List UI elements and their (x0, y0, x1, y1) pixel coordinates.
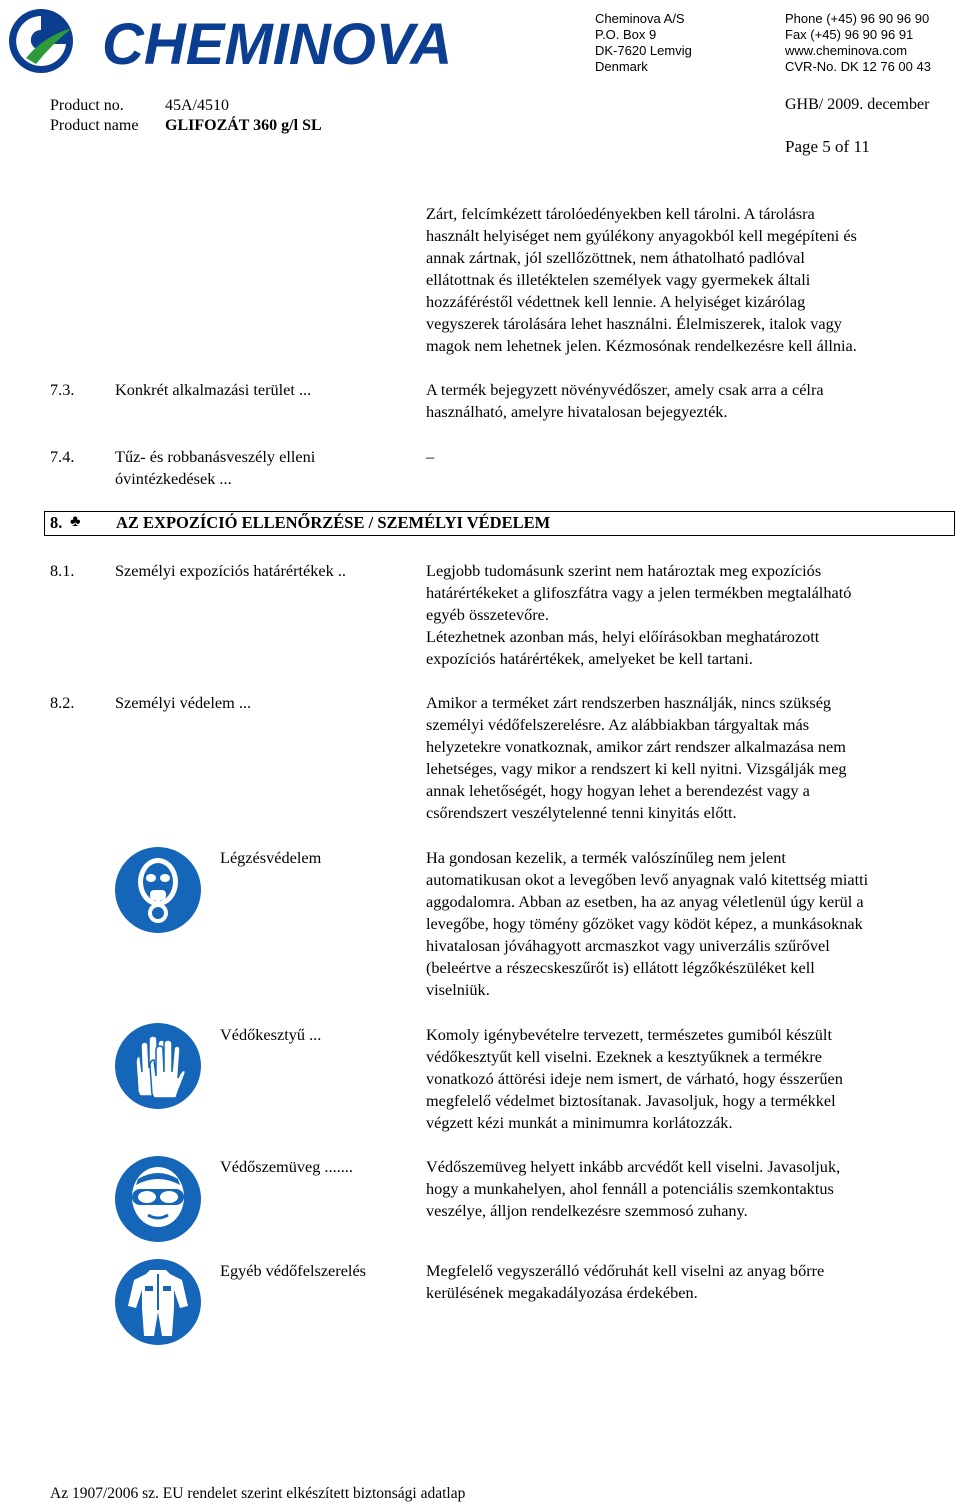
footer-text: Az 1907/2006 sz. EU rendelet szerint elkészített biztonsági adatlap (50, 1485, 466, 1502)
text-line: veszélye, álljon rendelkezésre szemmosó zuhany. (426, 1201, 748, 1220)
address-line: DK-7620 Lemvig (595, 43, 692, 58)
text-line: használható, amelyre hivatalosan bejegyezték. (426, 402, 728, 421)
ppe-label: Légzésvédelem (220, 848, 322, 867)
text-line: Amikor a terméket zárt rendszerben használják, nincs szükség (426, 693, 832, 712)
section-heading-title: AZ EXPOZÍCIÓ ELLENŐRZÉSE / SZEMÉLYI VÉDELEM (116, 513, 551, 532)
text-line: vegyszerek tárolására lehet használni. Élelmiszerek, italok vagy (426, 314, 842, 333)
company-address (595, 11, 780, 75)
text-line: kerülésének megakadályozása érdekében. (426, 1283, 698, 1302)
ppe-text (426, 1156, 951, 1222)
text-line: (beleértve a részecskeszűrőt is) ellátott légzőkészüléket kell (426, 958, 815, 977)
text-line: vonatkozó áttörési ideje nem ismert, de várható, hogy ésszerűen (426, 1069, 843, 1088)
text-line: annak zártnak, jól szellőzöttnek, nem áthatolható padlóval (426, 248, 805, 267)
text-line: ellátottnak és illetéktelen személyek vagy gyermekek általi (426, 270, 811, 289)
text-line: végzett kézi munkát a minimumra korlátozzák. (426, 1113, 733, 1132)
section-number: 8.2. (50, 693, 75, 712)
coverall-icon (114, 1258, 202, 1346)
fax-line: Fax (+45) 96 90 96 91 (785, 27, 914, 42)
text-line: Ha gondosan kezelik, a termék valószínűleg nem jelent (426, 848, 786, 867)
section-text (426, 692, 951, 824)
section-label (115, 446, 415, 490)
text-line: automatikusan okot a levegőben levő anyagnak való kitettség miatti (426, 870, 869, 889)
company-contact (785, 11, 960, 75)
section-text (426, 560, 951, 670)
ppe-text (426, 1260, 951, 1304)
section-label: Személyi expozíciós határértékek .. (115, 561, 347, 580)
text-line: személyi védőfelszerelésre. Az alábbiakban tárgyaltak más (426, 715, 810, 734)
text-line: Megfelelő vegyszerálló védőruhát kell viselni az anyag bőrre (426, 1261, 825, 1280)
text-line: viselniük. (426, 980, 490, 999)
phone-line: Phone (+45) 96 90 96 90 (785, 11, 930, 26)
address-line: P.O. Box 9 (595, 27, 657, 42)
address-line: Denmark (595, 59, 648, 74)
address-line: Cheminova A/S (595, 11, 685, 26)
section-text: – (426, 447, 435, 466)
text-line: A termék bejegyzett növényvédőszer, amely csak arra a célra (426, 380, 824, 399)
text-line: Zárt, felcímkézett tárolóedényekben kell tárolni. A tárolásra (426, 204, 815, 223)
section-number: 7.4. (50, 447, 75, 466)
text-line: óvintézkedések ... (115, 469, 232, 488)
section-number: 8.1. (50, 561, 75, 580)
storage-paragraph (426, 203, 951, 357)
text-line: hozzáféréstől védettnek kell lennie. A helyiséget kizárólag (426, 292, 806, 311)
text-line: Tűz- és robbanásveszély elleni (115, 447, 316, 466)
ppe-label: Védőszemüveg ....... (220, 1157, 353, 1176)
text-line: lehetséges, vagy mikor a rendszert ki kell nyitni. Vizsgálják meg (426, 759, 847, 778)
text-line: expozíciós határértékek, amelyeket be kell tartani. (426, 649, 753, 668)
text-line: csőrendszert veszélytelenné tenni kinyitás előtt. (426, 803, 737, 822)
respirator-icon (114, 846, 202, 934)
cvr-line: CVR-No. DK 12 76 00 43 (785, 59, 931, 74)
ppe-text (426, 847, 951, 1001)
logo-text: CHEMINOVA (102, 12, 453, 76)
text-line: Komoly igénybevételre tervezett, természetes gumiból készült (426, 1025, 832, 1044)
goggles-icon (114, 1155, 202, 1243)
club-icon: ♣ (70, 513, 81, 530)
text-line: annak lehetőségét, hogy hogyan lehet a berendezést vagy a (426, 781, 810, 800)
gloves-icon (114, 1022, 202, 1110)
text-line: használt helyiséget nem gyúlékony anyagokból kell megépíteni és (426, 226, 857, 245)
section-heading-number: 8. (50, 513, 63, 532)
ppe-label: Védőkesztyű ... (220, 1025, 322, 1044)
text-line: Védőszemüveg helyett inkább arcvédőt kell viselni. Javasoljuk, (426, 1157, 841, 1176)
website-link[interactable]: www.cheminova.com (785, 43, 908, 58)
text-line: egyéb összetevőre. (426, 605, 549, 624)
product-no-label: Product no. (50, 97, 124, 114)
text-line: helyzetekre vonatkoznak, amikor zárt rendszer alkalmazása nem (426, 737, 846, 756)
text-line: hogy a munkahelyen, ahol fennáll a potenciális szemkontaktus (426, 1179, 834, 1198)
text-line: Legjobb tudomásunk szerint nem határoztak meg expozíciós (426, 561, 822, 580)
product-name: GLIFOZÁT 360 g/l SL (165, 117, 322, 134)
text-line: megfelelő védelmet biztosítanak. Javasoljuk, hogy a termékkel (426, 1091, 836, 1110)
text-line: aggodalomra. Abban az esetben, ha az anyag véletlenül úgy kerül a (426, 892, 864, 911)
section-text (426, 379, 951, 423)
ppe-label: Egyéb védőfelszerelés (220, 1261, 367, 1280)
product-no: 45A/4510 (165, 97, 229, 114)
section-label: Személyi védelem ... (115, 693, 252, 712)
text-line: védőkesztyűt kell viselni. Ezeknek a kesztyűknek a termékre (426, 1047, 823, 1066)
product-meta-values (165, 96, 322, 136)
cheminova-logo (6, 6, 496, 76)
product-meta-labels (50, 96, 138, 136)
text-line: magok nem lehetnek jelen. Kézmosónak rendelkezésre kell állnia. (426, 336, 857, 355)
ppe-text (426, 1024, 951, 1134)
page-number: Page 5 of 11 (785, 137, 870, 156)
text-line: Létezhetnek azonban más, helyi előírásokban meghatározott (426, 627, 820, 646)
text-line: határértékeket a glifoszfátra vagy a jelen termékben megtalálható (426, 583, 852, 602)
product-name-label: Product name (50, 117, 139, 134)
section-number: 7.3. (50, 380, 75, 399)
text-line: levegőbe, hogy tömény gőzöket vagy ködöt képez, a munkásoknak (426, 914, 863, 933)
section-label: Konkrét alkalmazási terület ... (115, 380, 312, 399)
text-line: hivatalosan jóváhagyott arcmaszkot vagy univerzális szűrővel (426, 936, 830, 955)
ghs-date: GHB/ 2009. december (785, 96, 930, 113)
